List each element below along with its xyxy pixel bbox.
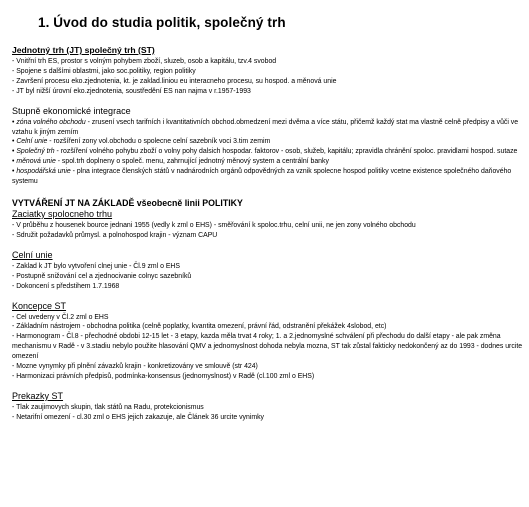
document-body xyxy=(12,45,523,423)
bullet-list xyxy=(12,57,523,97)
list-item: - Spojene s dalšími oblastmi, jako soc.politiky, region politiky xyxy=(12,67,196,75)
section-prekazky-st xyxy=(12,391,523,423)
list-item: - JT byl nižší úrovní eko.zjednotenia, soustředění ES nan najma v r.1957-1993 xyxy=(12,87,251,95)
section-heading: VYTVÁŘENÍ JT NA ZÁKLADĚ všeobecně linii POLITIKY xyxy=(12,197,243,208)
section-heading: Stupně ekonomické integrace xyxy=(12,105,131,116)
definition: - rozšíření zony vol.obchodu o spolecne celní sazebník voci 3.tim zemim xyxy=(47,138,271,146)
list-item: • hospodářská unie - plna integrace členských států v nadnárodních orgánů odpovědných za vznik spolecne hospod politiky vcetne existence společného daňového systemu xyxy=(12,168,512,186)
list-item: - Harmonogram - Čl.8 - přechodné obdobi 12-15 let - 3 etapy, kazda měla trvat 4 roky; 1. a 2.jednomyslné schválení při přechodu do další etapy - ale pak změna mechanismu v Radě - v 3.stadiu nebylo použite hlasování QMV a jednomyslnost dohoda nebyla mozna, ST tak zůstal fakticky nedokončený az do 1993 - dodnes urcite omezení xyxy=(12,333,523,361)
list-item: - Cel uvedeny v Čl.2 zml o EHS xyxy=(12,313,109,321)
list-item: - Harmonizaci právních předpisů, podmínka-konsensus (jednomyslnost) v Radě (cl.100 zml o EHS) xyxy=(12,372,315,380)
section-koncepce-st xyxy=(12,301,523,382)
list-item: • Celní unie - rozšíření zony vol.obchodu o spolecne celní sazebník voci 3.tim zemim xyxy=(12,138,271,146)
definition: - spol.trh doplneny o společ. menu, zahrnující jednotný měnový system a centrální banky xyxy=(55,158,329,166)
bullet-list xyxy=(12,118,523,187)
list-item: - Završení procesu eko.zjednotenia, kt. je zaklad.liniou eu interacneho procesu, su hospod. a měnová unie xyxy=(12,77,337,85)
subsection-heading: Prekazky ST xyxy=(12,390,64,401)
list-item: - Vnitřní trh ES, prostor s volným pohybem zboží, sluzeb, osob a kapitálu, tzv.4 svobod xyxy=(12,58,277,65)
bullet-list xyxy=(12,221,523,241)
definition: - plna integrace členských států v nadnárodních orgánů odpovědných za vznik spolecne hospod politiky vcetne existence společného daňového systemu xyxy=(12,168,512,186)
subsection-heading: Koncepce ST xyxy=(12,300,67,311)
term: Společný trh xyxy=(16,148,55,156)
section-heading: Jednotný trh (JT) společný trh (ST) xyxy=(12,45,155,55)
section-celni-unie xyxy=(12,250,523,292)
term: zóna volného obchodu xyxy=(16,118,86,126)
section-stupne-integrace xyxy=(12,106,523,187)
term: hospodářská unie xyxy=(16,168,71,176)
bullet-list xyxy=(12,313,523,382)
list-item: - Zaklad k JT bylo vytvoření clnej unie - Čl.9 zml o EHS xyxy=(12,262,180,270)
list-item: - V průběhu z housenek bource jednani 1955 (vedly k zml o EHS) - směřování k spoloc.trhu, celní unii, ne jen zony volného obchodu xyxy=(12,221,416,229)
subsection-heading: Zaciatky spolocneho trhu xyxy=(12,208,113,219)
list-item: - Netarifní omezení - cl.30 zml o EHS jejich zakazuje, ale Článek 36 urcite vynimky xyxy=(12,413,264,421)
list-item: - Tlak zaujimovych skupin, tlak států na Radu, protekcionismus xyxy=(12,403,204,411)
bullet-list xyxy=(12,262,523,292)
page-title: 1. Úvod do studia politik, společný trh xyxy=(38,15,286,30)
list-item: - Postupně snižování cel a zjednocivanie colnyc sazebníků xyxy=(12,272,192,280)
term: měnová unie xyxy=(16,158,56,166)
list-item: - Základním nástrojem - obchodna politika (celně poplatky, kvantita omezení, právní řád, odstranění překážek 4slobod, etc) xyxy=(12,323,387,331)
list-item: - Sdružit požadavků průmysl. a polnohospod krajin - význam CAPU xyxy=(12,231,218,239)
bullet-list xyxy=(12,403,523,423)
list-item: • Společný trh - rozšíření volného pohybu zboží o volny pohy dalsich hospodar. faktorov - osob, služeb, kapitálu; zpravidla chránění spoloc. pravidlami hospod. sutaze xyxy=(12,148,518,156)
list-item: • zóna volného obchodu - zrusení vsech tarifních i kvantitativních obchod.obmedzení mezi dvěma a více státu, přičemž každý stat ma vlastně celně předpisy a vůči ve vztahu k jiným zemím xyxy=(12,118,519,136)
list-item: - Mozne vynymky při plnění závazků krajin - konkretizovány ve smlouvě (str 424) xyxy=(12,363,258,371)
section-jednotny-trh xyxy=(12,45,523,97)
term: Celní unie xyxy=(16,138,48,146)
definition: - zrusení vsech tarifních i kvantitativních obchod.obmedzení mezi dvěma a více státu, přičemž každý stat ma vlastně celně předpisy a vůči ve vztahu k jiným zemím xyxy=(12,118,519,136)
section-vytvareni-jt xyxy=(12,198,523,241)
list-item: - Dokoncení s předstihem 1.7.1968 xyxy=(12,282,120,290)
list-item: • měnová unie - spol.trh doplneny o společ. menu, zahrnující jednotný měnový system a centrální banky xyxy=(12,158,329,166)
subsection-heading: Celní unie xyxy=(12,249,53,260)
definition: - rozšíření volného pohybu zboží o volny pohy dalsich hospodar. faktorov - osob, služeb, kapitálu; zpravidla chránění spoloc. pravidlami hospod. sutaze xyxy=(54,148,518,156)
